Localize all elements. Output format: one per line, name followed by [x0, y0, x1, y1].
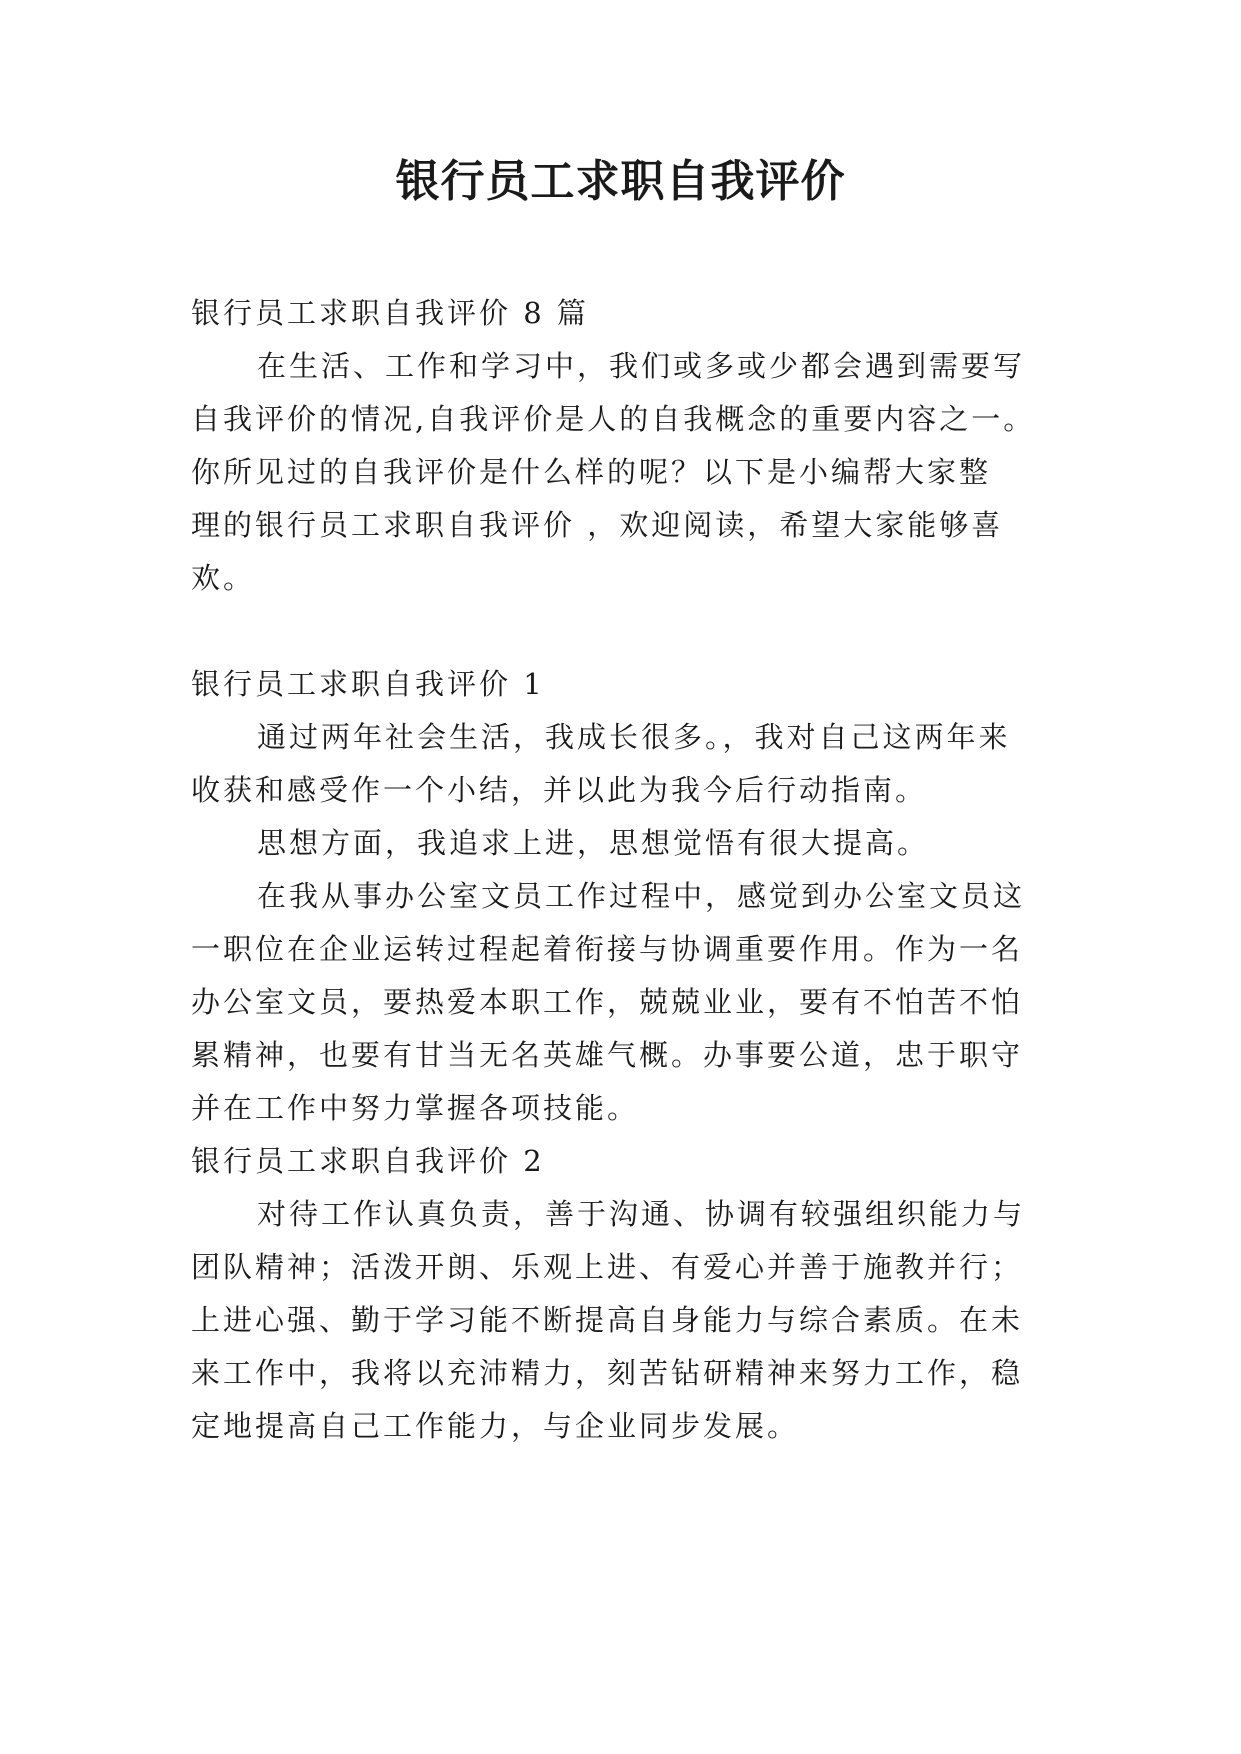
section-1-paragraph-line: 累精神，也要有甘当无名英雄气概。办事要公道，忠于职守 — [191, 1038, 1024, 1072]
intro-paragraph-line: 自我评价的情况,自我评价是人的自我概念的重要内容之一。 — [191, 402, 1036, 436]
section-heading-2: 银行员工求职自我评价 2 — [191, 1144, 545, 1178]
intro-paragraph-line: 理的银行员工求职自我评价 ，欢迎阅读，希望大家能够喜 — [191, 508, 1004, 542]
section-1-paragraph-line: 通过两年社会生活，我成长很多。，我对自己这两年来 — [257, 720, 1011, 754]
section-1-paragraph-line: 思想方面，我追求上进，思想觉悟有很大提高。 — [257, 826, 930, 860]
collection-heading: 银行员工求职自我评价 8 篇 — [191, 296, 589, 330]
section-heading-1: 银行员工求职自我评价 1 — [191, 667, 545, 701]
section-1-paragraph-line: 办公室文员，要热爱本职工作，兢兢业业，要有不怕苦不怕 — [191, 985, 1024, 1019]
section-2-paragraph-line: 团队精神；活泼开朗、乐观上进、有爱心并善于施教并行； — [191, 1250, 1024, 1284]
section-1-paragraph-line: 在我从事办公室文员工作过程中，感觉到办公室文员这 — [257, 879, 1026, 913]
section-1-paragraph-line: 一职位在企业运转过程起着衔接与协调重要作用。作为一名 — [191, 932, 1024, 966]
section-2-paragraph-line: 定地提高自己工作能力，与企业同步发展。 — [191, 1409, 800, 1443]
blank-line — [191, 605, 1051, 658]
intro-paragraph-line: 欢。 — [191, 561, 256, 595]
section-2-paragraph-line: 对待工作认真负责，善于沟通、协调有较强组织能力与 — [257, 1197, 1026, 1231]
document-body — [191, 287, 1051, 1453]
section-1-paragraph-line: 并在工作中努力掌握各项技能。 — [191, 1091, 640, 1125]
section-1-paragraph-line: 收获和感受作一个小结，并以此为我今后行动指南。 — [191, 773, 928, 807]
section-2-paragraph-line: 来工作中，我将以充沛精力，刻苦钻研精神来努力工作，稳 — [191, 1356, 1024, 1390]
intro-paragraph-line: 你所见过的自我评价是什么样的呢？以下是小编帮大家整 — [191, 455, 992, 489]
document-title: 银行员工求职自我评价 — [395, 156, 846, 207]
section-2-paragraph-line: 上进心强、勤于学习能不断提高自身能力与综合素质。在未 — [191, 1303, 1024, 1337]
intro-paragraph-line: 在生活、工作和学习中，我们或多或少都会遇到需要写 — [257, 349, 1026, 383]
